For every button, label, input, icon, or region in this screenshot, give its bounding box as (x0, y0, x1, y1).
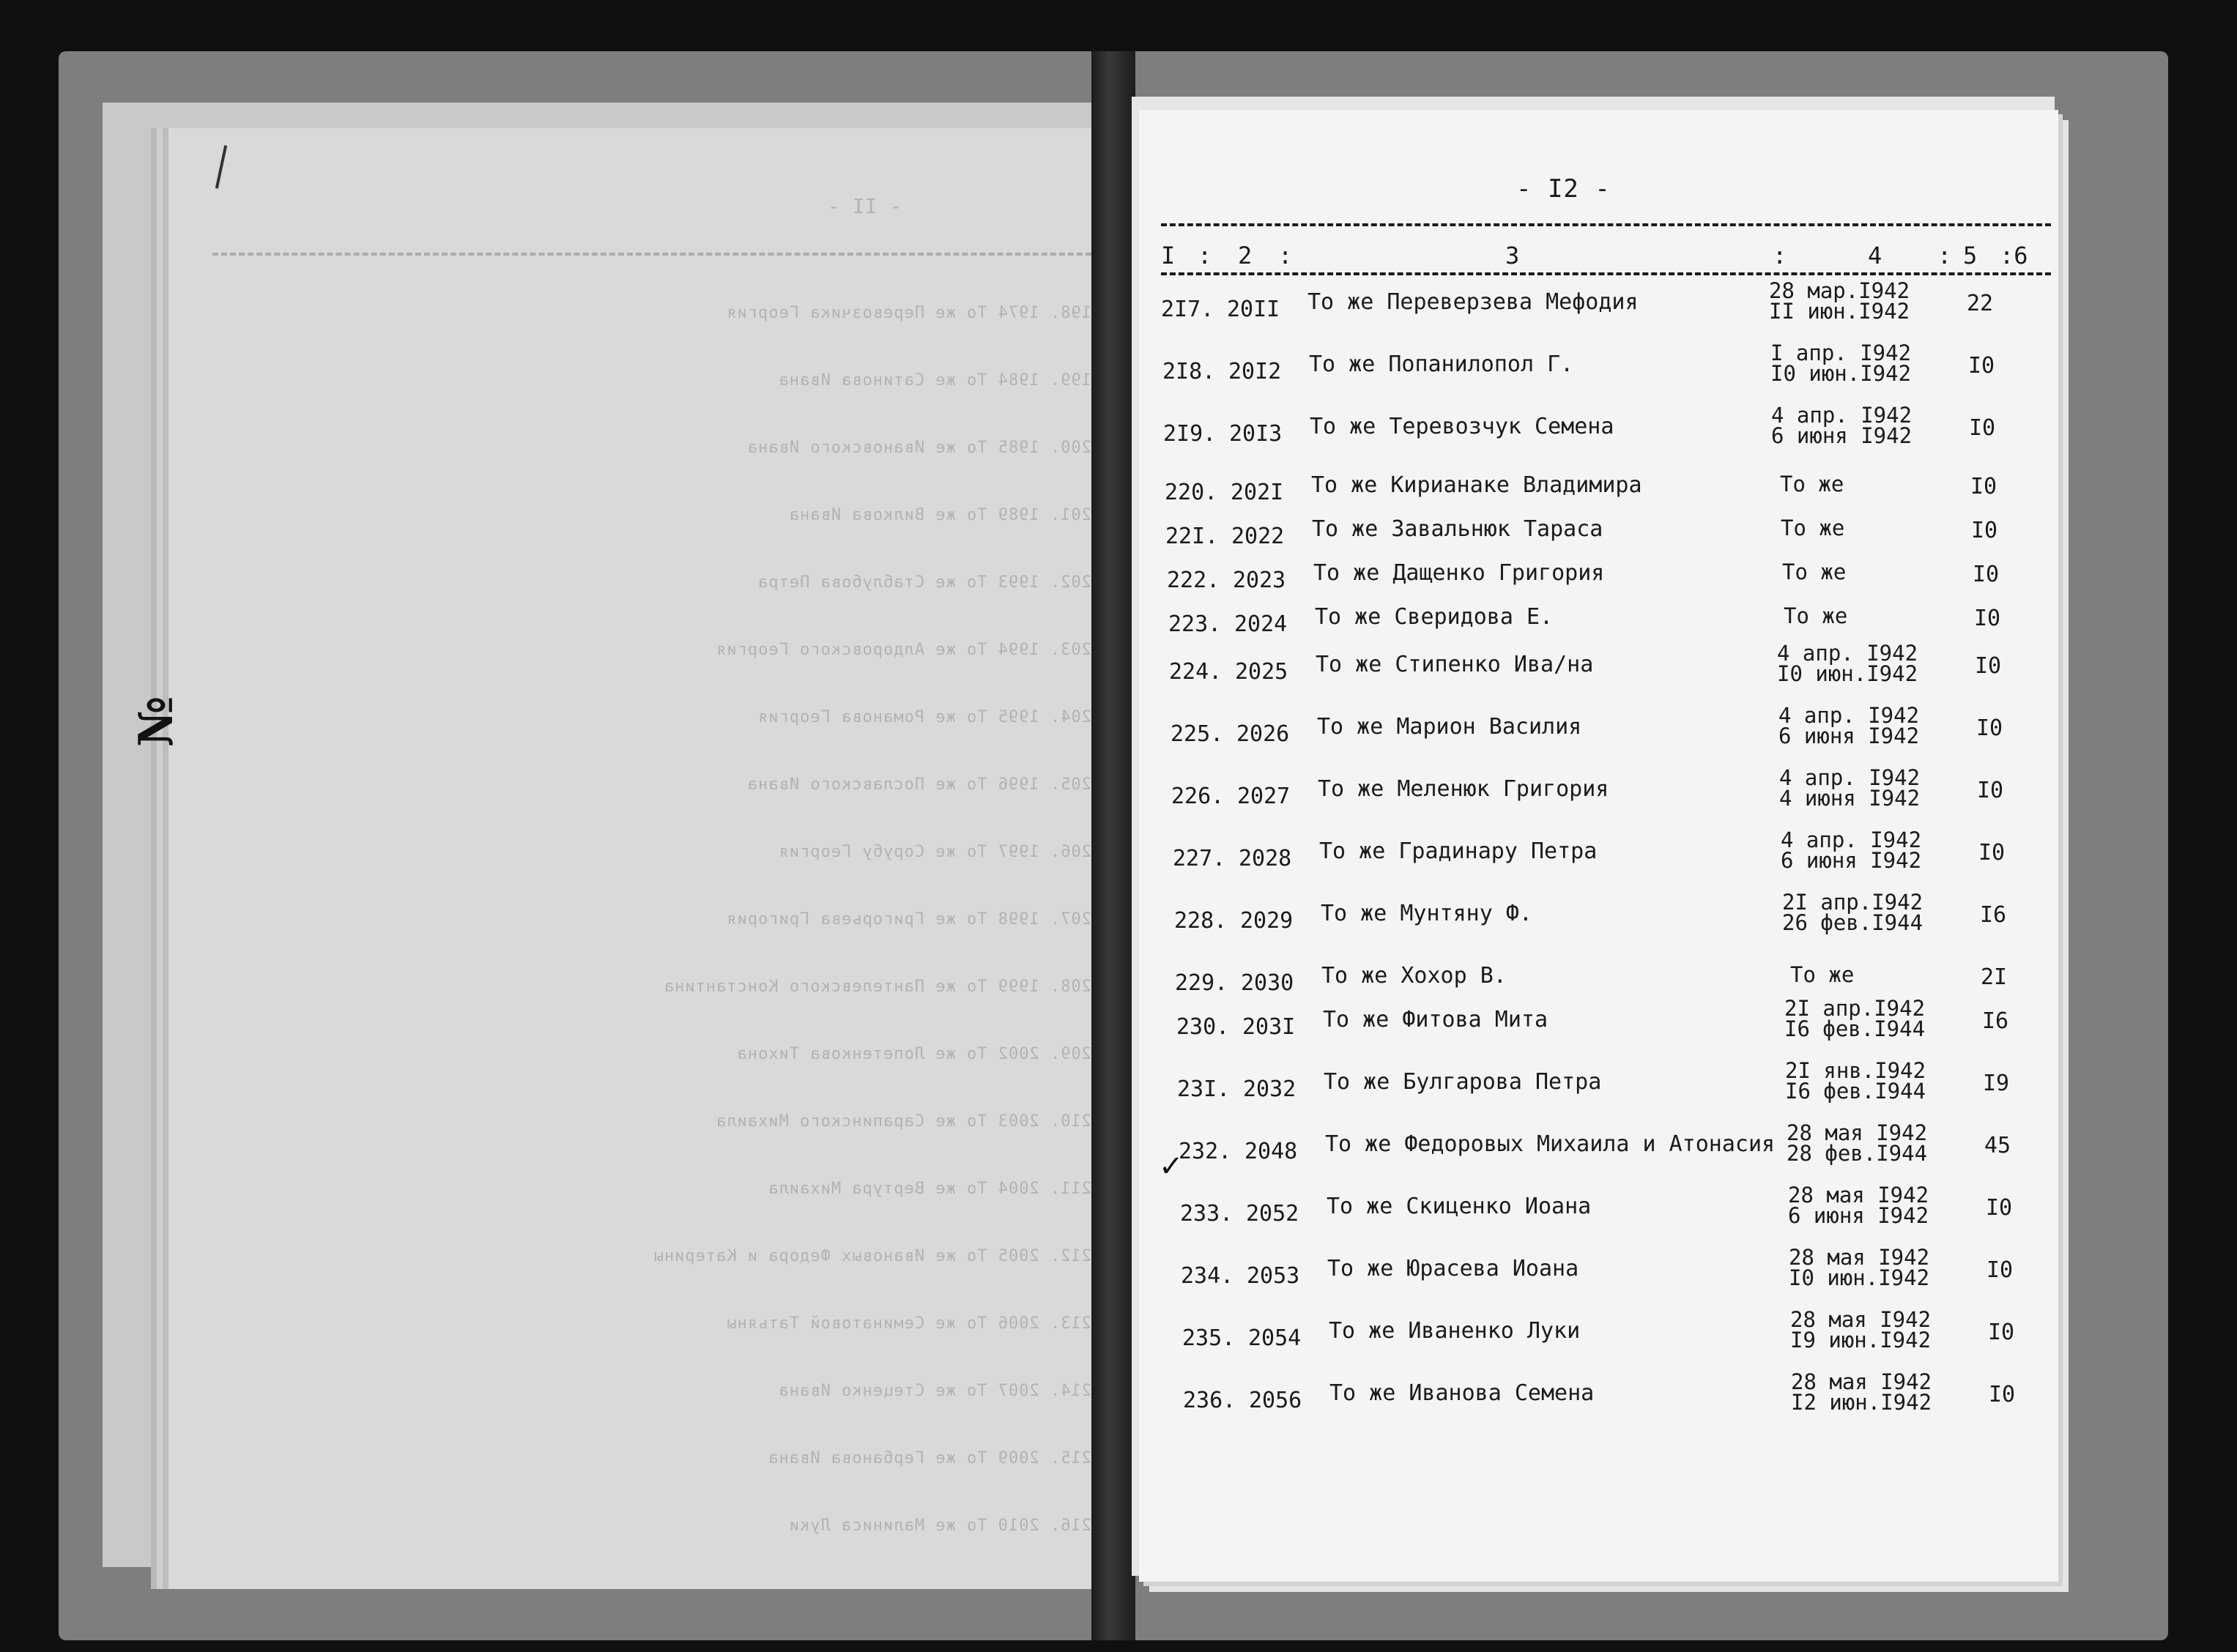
ghost-line: 204. 1995 То же Романова Георгия (757, 708, 1091, 726)
row-number: 222. (1167, 568, 1220, 593)
record-name: То же Завальнюк Тараса (1312, 516, 1603, 542)
date-end: I9 июн.I942 (1790, 1328, 1932, 1353)
col-header-1: I (1161, 242, 1176, 269)
record-name: То же Мунтяну Ф. (1321, 901, 1532, 926)
record-name: То же Кирианаке Владимира (1311, 472, 1642, 498)
col-header-6: :6 (2000, 242, 2028, 269)
record-name: То же Теревозчук Семена (1310, 414, 1614, 439)
record-name: То же Попанилопол Г. (1309, 351, 1574, 377)
record-code: 2048 (1244, 1139, 1298, 1164)
ghost-line: 200. 1985 То же Ивановского Ивана (746, 439, 1091, 457)
date-start: 4 апр. I942 (1771, 403, 1913, 428)
value: 45 (1984, 1133, 2011, 1158)
date-start: 28 мая I942 (1789, 1245, 1930, 1270)
value: 2I (1981, 964, 2008, 990)
col-header-5: 5 (1963, 242, 1978, 269)
value: I0 (1988, 1320, 2015, 1345)
book-gutter (1091, 51, 1135, 1640)
col-sep: : (1278, 242, 1293, 269)
date-same: То же (1782, 559, 1847, 584)
record-code: 2032 (1243, 1076, 1296, 1102)
spine-number-sign: № (129, 696, 184, 747)
left-page (168, 128, 1113, 1589)
row-number: 232. (1179, 1139, 1232, 1164)
value: I0 (1969, 415, 1996, 441)
ghost-line: 203. 1994 То же Алдоровского Георгия (716, 641, 1091, 659)
date-end: I0 июн.I942 (1777, 661, 1918, 686)
date-end: 4 июня I942 (1779, 786, 1921, 811)
row-number: 224. (1169, 659, 1223, 685)
ghost-line: 199. 1984 То же Сатинова Ивана (778, 371, 1091, 390)
ghost-line: 205. 1996 То же Пославского Ивана (746, 775, 1091, 794)
col-header-2: 2 (1238, 242, 1253, 269)
record-name: То же Марион Василия (1317, 714, 1582, 740)
date-end: I0 июн.I942 (1789, 1265, 1930, 1290)
row-number: 226. (1171, 784, 1225, 809)
ghost-line: 214. 2007 То же Стеценко Ивана (778, 1382, 1091, 1400)
value: I0 (1978, 840, 2006, 866)
value: I0 (1971, 518, 1998, 543)
ghost-line: 215. 2009 То же Гербанова Ивана (768, 1449, 1091, 1467)
ghost-line: 201. 1989 То же Вилкова Ивана (788, 506, 1091, 524)
record-code: 2029 (1240, 908, 1294, 934)
date-start: 4 апр. I942 (1779, 765, 1921, 790)
record-name: То же Юрасева Иоана (1327, 1256, 1579, 1281)
record-code: 20I3 (1229, 421, 1283, 447)
value: I9 (1983, 1071, 2010, 1096)
date-same: То же (1784, 603, 1848, 628)
date-start: 28 мая I942 (1791, 1369, 1932, 1394)
ghost-line: 210. 2003 То же Сарапинского Михаила (716, 1112, 1091, 1131)
date-start: 28 мая I942 (1788, 1183, 1929, 1208)
row-number: 235. (1182, 1325, 1236, 1351)
record-name: То же Скиценко Иоана (1327, 1194, 1592, 1219)
date-end: 28 фев.I944 (1787, 1141, 1928, 1166)
date-end: II июн.I942 (1769, 299, 1910, 324)
value: I0 (1973, 562, 2000, 587)
record-code: 2022 (1231, 524, 1285, 549)
date-start: 4 апр. I942 (1777, 641, 1918, 666)
record-name: То же Иванова Семена (1329, 1380, 1595, 1406)
date-same: То же (1781, 516, 1845, 540)
record-name: То же Фитова Мита (1323, 1007, 1548, 1032)
date-end: 6 июня I942 (1781, 848, 1922, 873)
check-mark: ✓ (1159, 1150, 1184, 1183)
record-name: То же Стипенко Ива/на (1316, 652, 1594, 677)
row-number: 2I7. (1161, 297, 1214, 322)
col-header-3: 3 (1505, 242, 1520, 269)
date-same: То же (1790, 962, 1855, 987)
row-number: 2I8. (1162, 359, 1216, 384)
col-sep: : (1773, 242, 1787, 269)
record-code: 2028 (1239, 846, 1292, 871)
date-start: 4 апр. I942 (1778, 703, 1920, 728)
record-name: То же Переверзева Мефодия (1307, 289, 1639, 315)
date-start: 28 мая I942 (1787, 1120, 1928, 1145)
row-number: 23I. (1177, 1076, 1231, 1102)
record-code: 2025 (1235, 659, 1288, 685)
ghost-line: 202. 1993 То же Стаблубова Петра (757, 573, 1091, 592)
record-code: 2026 (1236, 721, 1290, 747)
date-start: 28 мар.I942 (1769, 278, 1910, 303)
record-code: 20II (1227, 297, 1280, 322)
ghost-page-number: - II - (828, 194, 902, 218)
value: I0 (1970, 474, 1997, 499)
record-name: То же Булгарова Петра (1324, 1069, 1602, 1095)
record-code: 2054 (1248, 1325, 1302, 1351)
col-header-4: 4 (1868, 242, 1882, 269)
value: I6 (1982, 1008, 2009, 1034)
date-end: I2 июн.I942 (1791, 1390, 1932, 1415)
record-code: 2027 (1237, 784, 1291, 809)
value: I0 (1975, 653, 2002, 679)
ghost-line: 211. 2004 То же Вертура Михаила (768, 1180, 1091, 1198)
record-name: То же Хохор В. (1321, 963, 1507, 989)
ghost-header-rule (212, 253, 1091, 256)
row-number: 223. (1168, 611, 1222, 637)
header-top-rule (1161, 223, 2051, 226)
record-name: То же Меленюк Григория (1318, 776, 1609, 802)
ghost-line: 213. 2006 То же Семинатовой Татьяны (726, 1314, 1091, 1333)
record-name: То же Сверидова Е. (1315, 604, 1554, 630)
row-number: 234. (1181, 1263, 1234, 1289)
date-start: 4 апр. I942 (1781, 827, 1922, 852)
page-number: - I2 - (1516, 174, 1611, 204)
ghost-line: 209. 2002 То же Лопетенкова Тихона (736, 1045, 1091, 1063)
record-code: 2030 (1241, 970, 1294, 996)
date-start: 2I апр.I942 (1782, 890, 1923, 915)
col-sep: : (1937, 242, 1952, 269)
record-code: 2053 (1247, 1263, 1300, 1289)
date-end: 6 июня I942 (1771, 423, 1913, 448)
record-code: 2052 (1246, 1201, 1299, 1227)
value: I0 (1968, 353, 1995, 379)
row-number: 233. (1180, 1201, 1233, 1227)
row-number: 236. (1183, 1388, 1236, 1413)
value: I6 (1980, 902, 2007, 928)
date-same: То же (1780, 472, 1844, 496)
row-number: 228. (1174, 908, 1228, 934)
record-name: То же Федоровых Михаила и Атонасия (1325, 1131, 1776, 1157)
record-name: То же Градинару Петра (1319, 838, 1598, 864)
value: I0 (1977, 778, 2004, 803)
record-code: 2056 (1249, 1388, 1302, 1413)
ghost-line: 206. 1997 То же Сорубу Георгия (778, 843, 1091, 861)
ghost-line: 216. 2010 То же Малиниса Луки (788, 1517, 1091, 1535)
record-code: 20I2 (1228, 359, 1282, 384)
bleed-through-text (168, 128, 1113, 1589)
value: I0 (1976, 715, 2003, 741)
date-end: I6 фев.I944 (1784, 1016, 1926, 1041)
value: I0 (1989, 1382, 2016, 1407)
row-number: 225. (1171, 721, 1224, 747)
ghost-line: 207. 1998 То же Григорьева Григория (726, 910, 1091, 929)
row-number: 230. (1176, 1014, 1230, 1040)
value: I0 (1986, 1257, 2014, 1283)
record-name: То же Иваненко Луки (1329, 1318, 1581, 1344)
date-start: 28 мая I942 (1790, 1307, 1932, 1332)
record-code: 203I (1242, 1014, 1296, 1040)
ghost-line: 198. 1974 То же Перевозчика Георгия (726, 304, 1091, 322)
row-number: 229. (1175, 970, 1228, 996)
row-number: 220. (1165, 480, 1218, 505)
value: 22 (1967, 291, 1994, 316)
row-number: 2I9. (1163, 421, 1217, 447)
header-bottom-rule (1161, 272, 2051, 275)
value: I0 (1974, 606, 2001, 631)
date-start: 2I апр.I942 (1784, 996, 1926, 1021)
date-start: 2I янв.I942 (1785, 1058, 1926, 1083)
record-code: 2023 (1233, 568, 1286, 593)
ghost-line: 212. 2005 То же Ивановых Федора и Катерины (653, 1247, 1091, 1265)
record-name: То же Дащенко Григория (1313, 560, 1605, 586)
date-end: I0 июн.I942 (1770, 361, 1912, 386)
value: I0 (1986, 1195, 2013, 1221)
record-code: 2024 (1234, 611, 1288, 637)
date-end: I6 фев.I944 (1785, 1079, 1926, 1104)
ghost-line: 208. 1999 То же Пантелевского Константина (663, 978, 1091, 996)
date-end: 6 июня I942 (1778, 723, 1920, 748)
date-start: I апр. I942 (1770, 341, 1912, 365)
row-number: 22I. (1165, 524, 1219, 549)
col-sep: : (1198, 242, 1212, 269)
date-end: 6 июня I942 (1788, 1203, 1929, 1228)
record-code: 202I (1231, 480, 1284, 505)
row-number: 227. (1173, 846, 1226, 871)
date-end: 26 фев.I944 (1782, 910, 1923, 935)
